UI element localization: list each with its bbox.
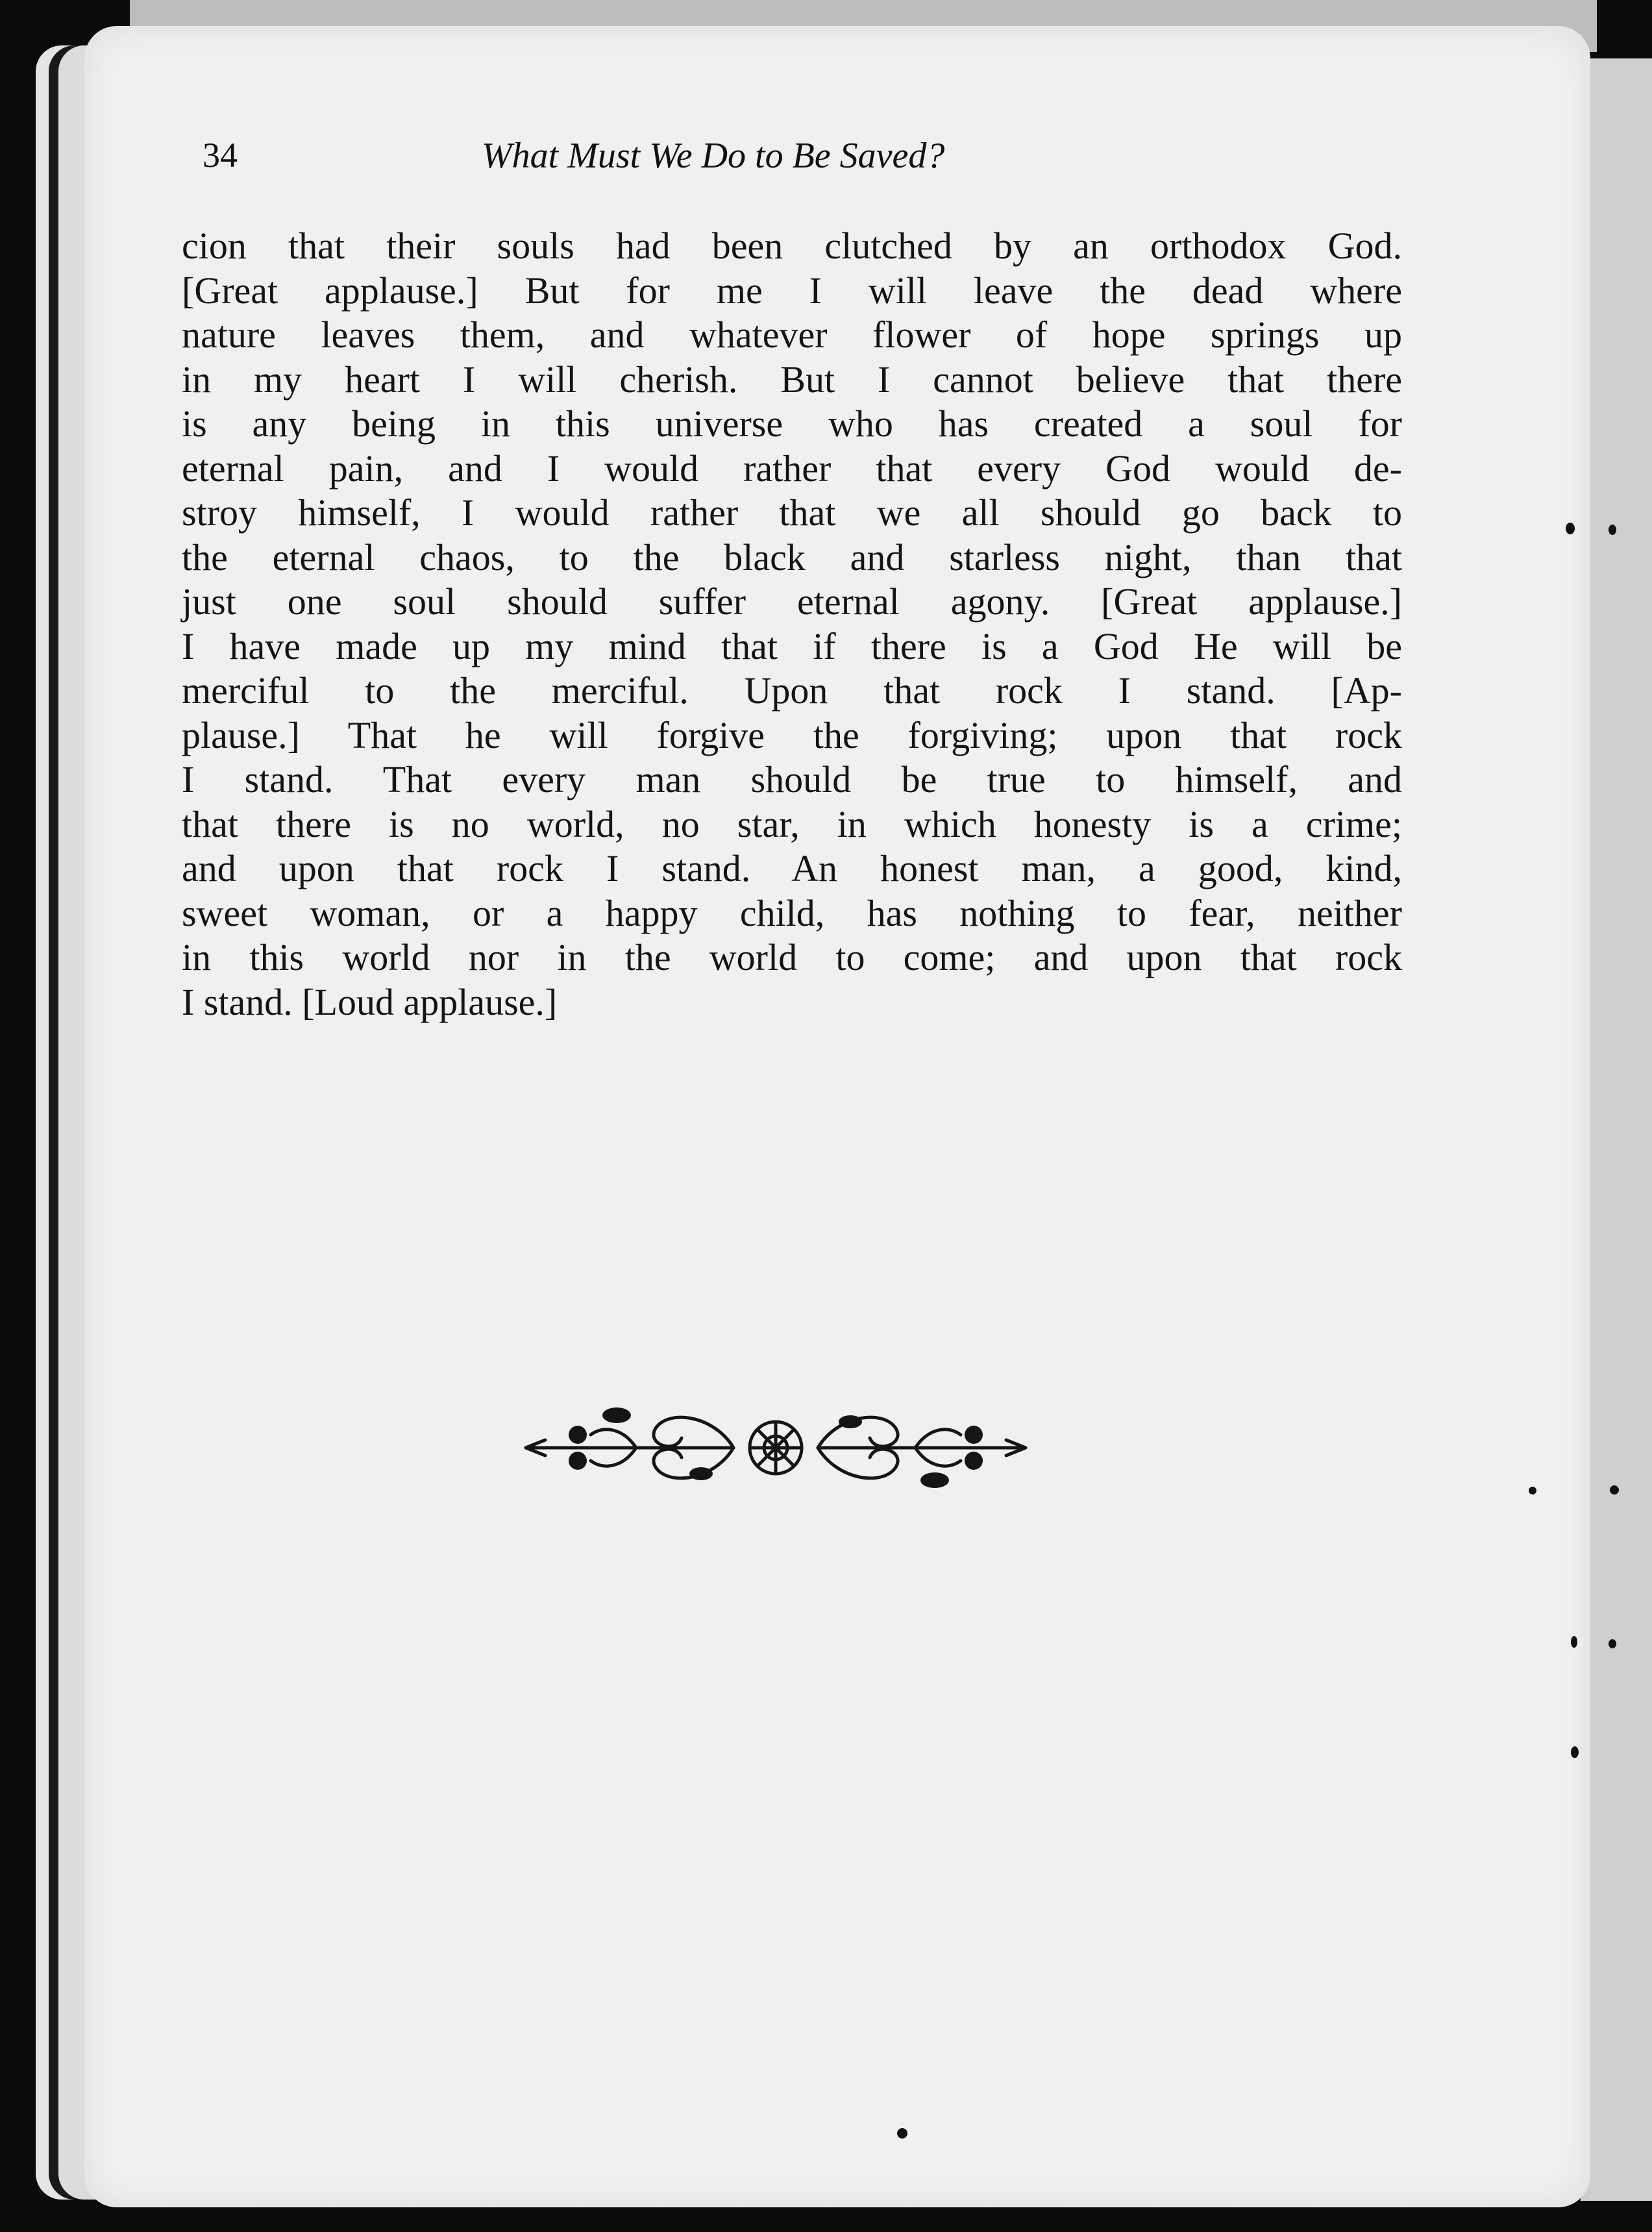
scan-speck (1609, 525, 1616, 535)
scan-speck (1610, 1485, 1619, 1494)
text-line: in my heart I will cherish. But I cannot believe that there (182, 358, 1402, 401)
page-number: 34 (203, 136, 238, 175)
scan-speck (1609, 1639, 1616, 1648)
floral-ornament-icon (519, 1396, 1032, 1500)
scan-speck (1566, 523, 1575, 534)
scan-speck (897, 2128, 907, 2139)
text-line: I have made up my mind that if there is a God He will be (182, 625, 1402, 667)
text-line: and upon that rock I stand. An honest man, a good, kind, (182, 847, 1402, 889)
running-title: What Must We Do to Be Saved? (482, 136, 945, 176)
text-line: is any being in this universe who has created a soul for (182, 403, 1402, 445)
scan-speck (1529, 1487, 1536, 1494)
text-line: [Great applause.] But for me I will leave the dead where (182, 269, 1402, 312)
text-line: eternal pain, and I would rather that every God would de- (182, 447, 1402, 490)
text-line: sweet woman, or a happy child, has nothing to fear, neither (182, 891, 1402, 934)
page-header (203, 135, 1183, 187)
scan-speck (1571, 1746, 1579, 1758)
text-line: plause.] That he will forgive the forgiving; upon that rock (182, 713, 1402, 756)
text-line: in this world nor in the world to come; and upon that rock (182, 936, 1402, 978)
text-line: I stand. [Loud applause.] (182, 980, 558, 1023)
text-line: the eternal chaos, to the black and starless night, than that (182, 536, 1402, 578)
scan-speck (1571, 1636, 1577, 1648)
text-line: that there is no world, no star, in which honesty is a crime; (182, 802, 1402, 845)
text-line: nature leaves them, and whatever flower of hope springs up (182, 314, 1402, 356)
text-line: just one soul should suffer eternal agony. [Great applause.] (182, 580, 1402, 623)
text-line: stroy himself, I would rather that we all should go back to (182, 491, 1402, 534)
text-line: merciful to the merciful. Upon that rock I stand. [Ap- (182, 669, 1402, 712)
body-text (182, 224, 1402, 1024)
text-line: cion that their souls had been clutched by an orthodox God. (182, 225, 1402, 267)
text-line: I stand. That every man should be true to himself, and (182, 758, 1402, 800)
